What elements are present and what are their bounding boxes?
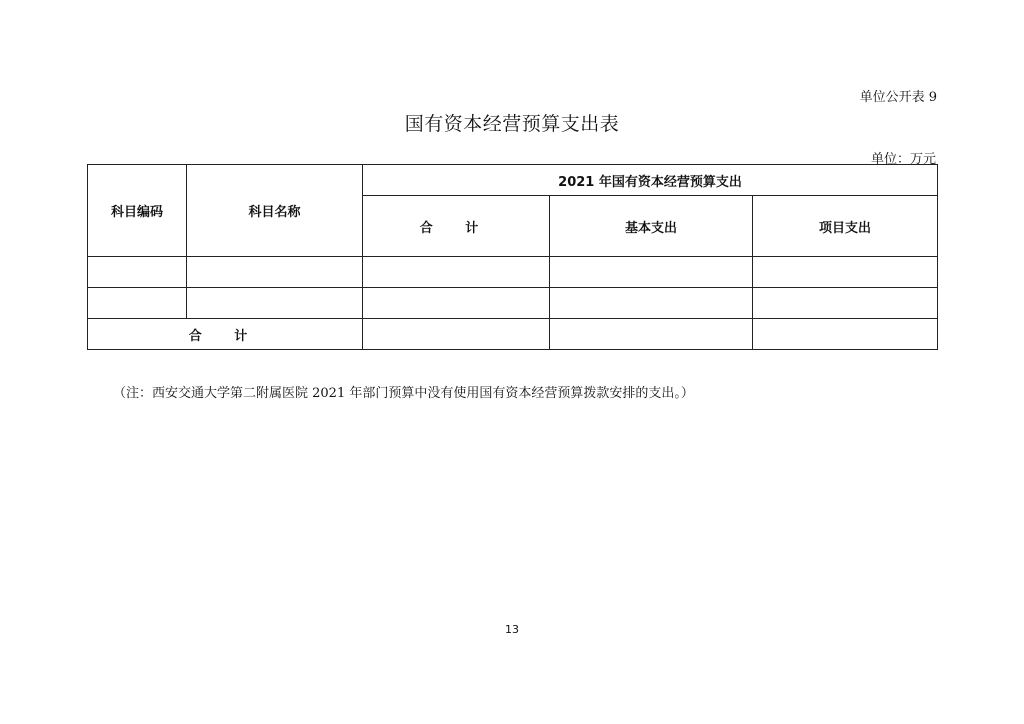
col-header-code: 科目编码: [88, 165, 187, 257]
cell: [753, 288, 938, 319]
col-header-project: 项目支出: [753, 196, 938, 257]
total-cell: [550, 319, 753, 350]
cell: [363, 257, 550, 288]
budget-table: [87, 164, 938, 350]
unit-label: 单位：万元: [870, 152, 936, 167]
page-number: 13: [505, 623, 519, 636]
cell: [187, 288, 363, 319]
cell: [753, 257, 938, 288]
group-header: 2021 年国有资本经营预算支出: [363, 165, 938, 196]
cell: [550, 288, 753, 319]
cell: [88, 257, 187, 288]
cell: [187, 257, 363, 288]
total-label: 合 计: [88, 319, 363, 350]
cell: [363, 288, 550, 319]
table-row: [88, 288, 938, 319]
table-row: [88, 257, 938, 288]
footnote: （注：西安交通大学第二附属医院 2021 年部门预算中没有使用国有资本经营预算拨款安排的支出。）: [113, 386, 694, 401]
cell: [88, 288, 187, 319]
col-header-basic: 基本支出: [550, 196, 753, 257]
col-header-total: 合 计: [363, 196, 550, 257]
header-row-1: [88, 165, 938, 196]
cell: [550, 257, 753, 288]
col-header-name: 科目名称: [187, 165, 363, 257]
form-number: 单位公开表 9: [859, 90, 937, 105]
page-title: 国有资本经营预算支出表: [404, 113, 620, 135]
total-row: [88, 319, 938, 350]
total-cell: [753, 319, 938, 350]
total-cell: [363, 319, 550, 350]
